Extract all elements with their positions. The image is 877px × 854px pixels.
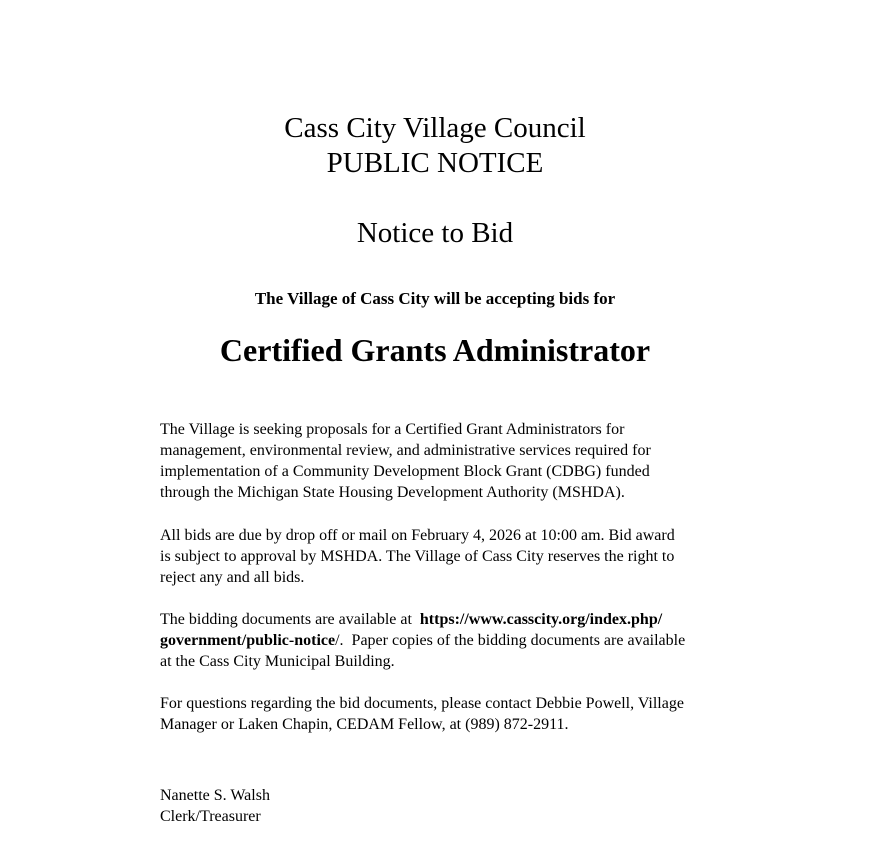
documents-paragraph [160,609,780,672]
documents-intro-text: The bidding documents are available at [160,611,420,628]
intro-line: The Village of Cass City will be accepting bids for [254,289,616,308]
notice-title: Notice to Bid [356,217,514,249]
deadline-paragraph [160,525,780,588]
organization-heading: Cass City Village Council [284,112,586,144]
paragraph-line: Manager or Laken Chapin, CEDAM Fellow, at (989) 872-2911. [160,716,569,733]
signatory-name: Nanette S. Walsh [160,787,270,804]
paragraph-line [160,630,780,651]
paragraph-line: at the Cass City Municipal Building. [160,653,395,670]
contact-paragraph [160,693,780,735]
documents-link-part1[interactable]: https://www.casscity.org/index.php/ [419,611,663,628]
description-paragraph [160,419,780,503]
signature-block [160,785,780,827]
paragraph-line: The Village is seeking proposals for a Certified Grant Administrators for [160,421,625,438]
paragraph-line [160,609,780,630]
documents-link-part2[interactable]: government/public-notice [160,632,336,649]
paragraph-line: through the Michigan State Housing Development Authority (MSHDA). [160,484,625,501]
paragraph-line: implementation of a Community Development Block Grant (CDBG) funded [160,463,650,480]
paragraph-line: For questions regarding the bid documents, please contact Debbie Powell, Village [160,695,684,712]
documents-rest-text: /. Paper copies of the bidding documents are available [335,632,686,649]
paragraph-line: management, environmental review, and administrative services required for [160,442,651,459]
paragraph-line: reject any and all bids. [160,569,305,586]
paragraph-line: All bids are due by drop off or mail on February 4, 2026 at 10:00 am. Bid award [160,527,675,544]
paragraph-line: is subject to approval by MSHDA. The Village of Cass City reserves the right to [160,548,675,565]
position-title: Certified Grants Administrator [219,332,651,368]
notice-type-heading: PUBLIC NOTICE [326,147,544,179]
signatory-title: Clerk/Treasurer [160,808,261,825]
